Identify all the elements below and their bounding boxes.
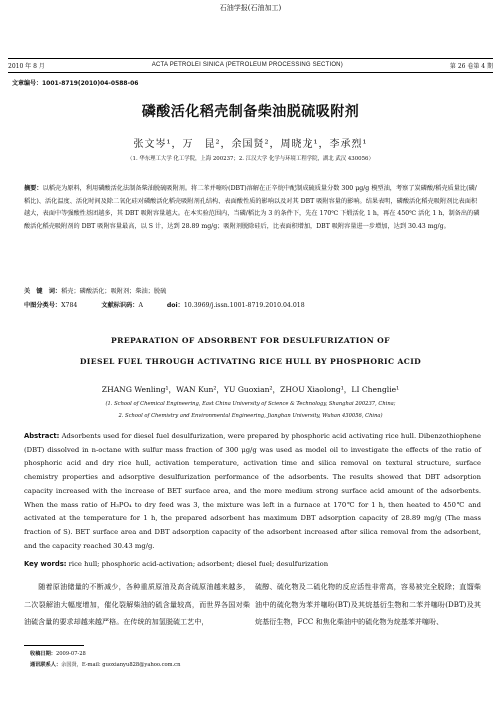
abstract-cn-label: 摘要： (24, 185, 43, 192)
paper-title-en (0, 335, 501, 368)
footnote-rule (24, 645, 84, 646)
doi-label: doi： (166, 302, 184, 309)
paper-title-en-line2: DIESEL FUEL THROUGH ACTIVATING RICE HULL BY PHOSPHORIC ACID (79, 357, 422, 366)
body-column-left: 随着原油储量的不断减少，各种重质原油及高含硫原油越来越多，二次裂解油大幅度增加，催化裂解柴油的硫含量较高，而世界各国对柴油硫含量的要求却越来越严格。在传统的加氢脱硫工艺中， (24, 582, 250, 627)
abstract-cn-text: 以稻壳为原料，利用磷酸活化法制备柴油脱硫吸附剂。将二苯并噻吩(DBT)溶解在正辛烷中配制成硫质量分数 300 μg/g 模型油，考察了炭磷酸/稻壳质量比(磷/稻比)、活化温度、活化时间及除二氧化硅对磷酸活化稻壳吸附剂孔结构、表面酸性质的影响以及对其 DBT 吸附容量的影响。结果表明，磷酸活化稻壳吸附剂比表面积越大，表面中等强酸性基团越多，其 DBT 吸附容量越大。在本实验范围内，当磷/稻比为 3 的条件下，先在 170℃ 下煅活化 1 h，再在 450℃ 活化 1 h，制备出的磷酸活化稻壳吸附剂的 DBT 吸附容量最高，以 S 计，达到 28.89 mg/g；吸附剂脱除硅后，比表面积增加，DBT 吸附容量进一步增加，达到 30.43 mg/g。 (24, 185, 480, 230)
received-label: 收稿日期： (30, 651, 56, 657)
keywords-en (24, 560, 481, 568)
affiliation-cn: （1. 华东理工大学 化工学院，上海 200237；2. 江汉大学 化学与环境工程学院，湖北 武汉 430056） (127, 156, 374, 162)
issue-date: 2010 年 8 月 (8, 62, 45, 70)
contact-text: 余国贤，E-mail: guoxianyu828@yahoo.com.cn (61, 662, 181, 668)
doi-value: 10.3969/j.issn.1001-8719.2010.04.018 (183, 302, 305, 309)
authors-cn: 张文岑¹，万 昆²，余国贤²，周晓龙¹，李承烈¹ (133, 139, 368, 150)
classification-value: X784 (61, 302, 78, 309)
paper-title-en-line1: PREPARATION OF ADSORBENT FOR DESULFURIZATION OF (111, 336, 390, 345)
classification-label: 中图分类号： (24, 302, 62, 309)
running-header (8, 60, 493, 70)
journal-name-cn: 石油学报(石油加工) (219, 4, 282, 12)
header-rule-top (8, 58, 493, 59)
header-rule-bottom (8, 72, 493, 73)
journal-name-en: ACTA PETROLEI SINICA (PETROLEUM PROCESSING SECTION) (151, 62, 343, 68)
abstract-en-label: Abstract: (24, 432, 60, 440)
affiliation-en-1: (1. School of Chemical Engineering, East China University of Science & Technology, Shanghai 200237, China; (105, 401, 396, 407)
abstract-en-text: Adsorbents used for diesel fuel desulfurization, were prepared by phosphoric acid activating rice hull. Dibenzothiophene (DBT) dissolved in n-octane with sulfur mass fraction of 300 μg/g was used as model oil to investigate the effects of the ratio of phosphoric acid and dry rice hull, activation temperature, activation time and silica removal on textural structure, surface chemistry properties and adsorptive desulfurization performance of the adsorbents. The results showed that DBT adsorption capacity increased with the increase of BET surface area, and the more medium strong surface acid amount of the adsorbents. When the mass ratio of H₃PO₄ to dry feed was 3, the mixture was left in a furnace at 170℃ for 1 h, then heated to 450℃ and activated at the temperature for 1 h, the prepared adsorbent has maximum DBT adsorption capacity of 28.89 mg/g (The mass fraction of S). BET surface area and DBT adsorption capacity of the adsorbent increased after silica removal from the adsorbent, and the capacity reached 30.43 mg/g. (24, 432, 481, 550)
volume-issue: 第 26 卷第 4 期 (449, 62, 493, 70)
keywords-cn-label: 关 键 词： (24, 288, 62, 295)
keywords-cn-text: 稻壳；磷酸活化；吸附剂；柴油；脱硫 (61, 288, 167, 295)
keywords-en-text: rice hull; phosphoric acid-activation; adsorbent; diesel fuel; desulfurization (68, 560, 329, 568)
abstract-en (24, 430, 481, 553)
keywords-en-label: Key words: (24, 560, 67, 568)
received-date: 2009-07-28 (55, 651, 86, 657)
keywords-cn (24, 286, 481, 299)
footnote-received (30, 650, 86, 658)
body-column-right: 硫醇、硫化物及二硫化物的反应活性非常高，容易被完全脱除；直馏柴油中的硫化物为苯并噻吩(BT)及其烷基衍生物和二苯并噻吩(DBT)及其烷基衍生物，FCC 和焦化柴油中的硫化物为烷基苯并噻吩、 (255, 582, 481, 627)
paper-title-cn: 磷酸活化稻壳制备柴油脱硫吸附剂 (141, 104, 360, 120)
abstract-cn (24, 183, 481, 233)
footnote-contact (30, 661, 180, 669)
affiliation-en-2: 2. School of Chemistry and Environmental Engineering, Jianghan University, Wuhan 430056, China) (118, 413, 383, 419)
contact-label: 通讯联系人： (30, 662, 62, 668)
doc-code-label: 文献标识码： (101, 302, 139, 309)
authors-en: ZHANG Wenling¹，WAN Kun²，YU Guoxian²，ZHOU Xiaolong¹，LI Chenglie¹ (101, 385, 400, 394)
article-number: 文章编号：1001-8719(2010)04-0588-06 (12, 80, 139, 87)
classification-line (24, 300, 481, 313)
doc-code-value: A (138, 302, 143, 309)
